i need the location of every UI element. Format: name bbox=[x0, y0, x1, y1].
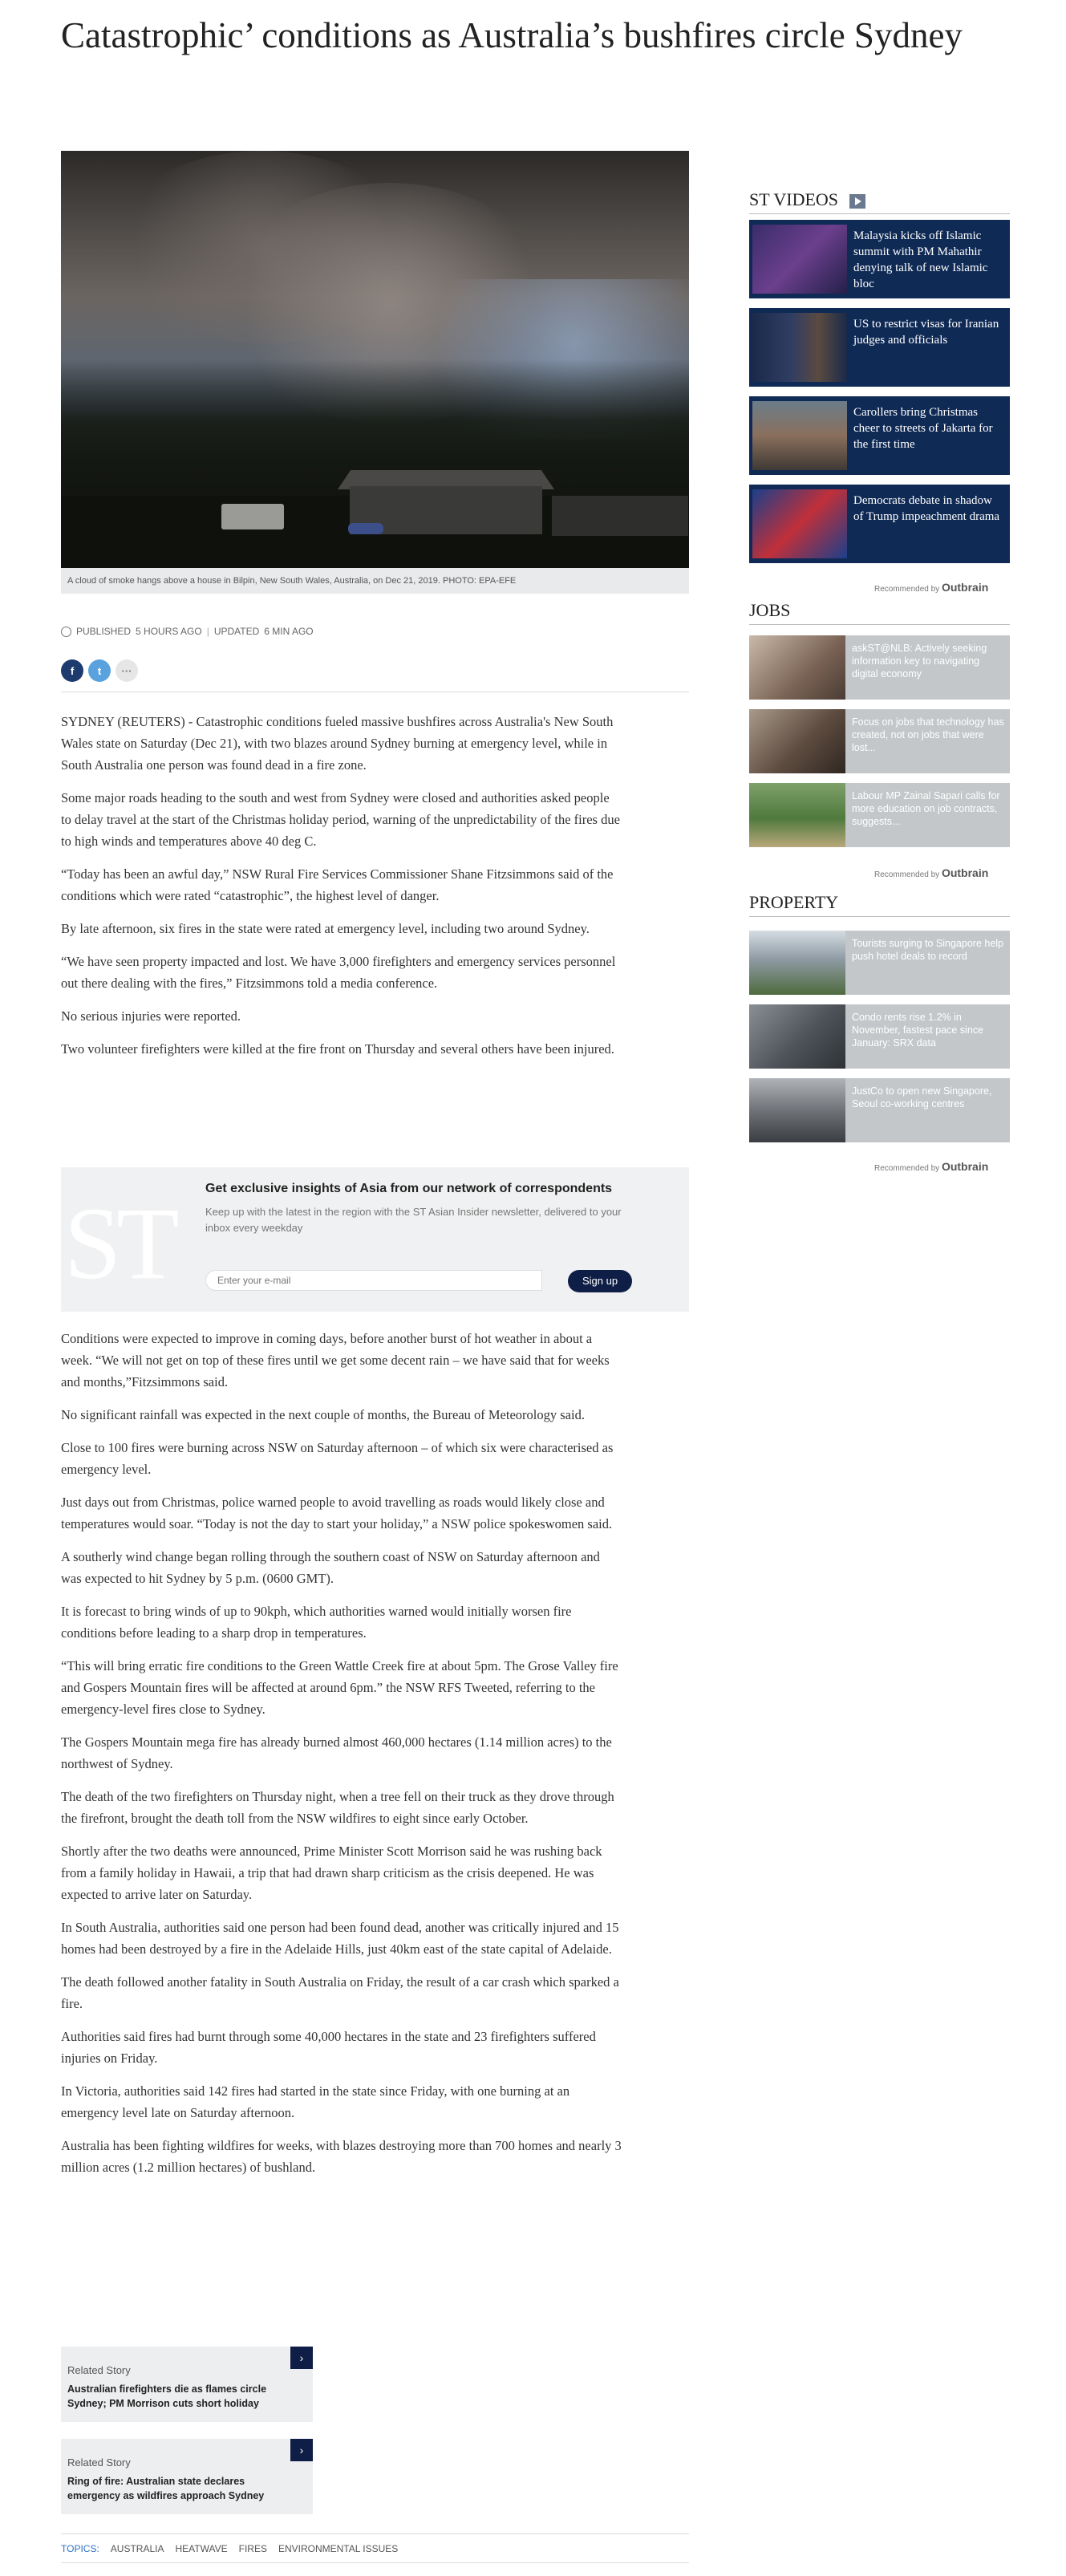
job-thumbnail bbox=[749, 635, 845, 700]
paragraph: Conditions were expected to improve in coming days, before another burst of hot weather in about a week. “We will not get on top of these fires until we get some decent rain – we have said that for weeks and months,”Fitzsimmons said. bbox=[61, 1331, 610, 1389]
paragraph: SYDNEY (REUTERS) - Catastrophic conditions fueled massive bushfires across Australia's New South Wales state on Saturday (Dec 21), with two blazes around Sydney burning at emergency level, while in South Australia one person was found dead in a fire zone. bbox=[61, 714, 614, 773]
hero-photo bbox=[61, 151, 689, 568]
video-card[interactable] bbox=[749, 308, 1010, 387]
property-card[interactable] bbox=[749, 1078, 1010, 1142]
paragraph: “We have seen property impacted and lost. We have 3,000 firefighters and emergency services personnel out there dealing with the fires,” Fitzsimmons told a media conference. bbox=[61, 954, 616, 991]
job-card[interactable] bbox=[749, 783, 1010, 847]
email-input[interactable] bbox=[205, 1270, 542, 1291]
property-title[interactable]: Tourists surging to Singapore help push hotel deals to record bbox=[852, 938, 1004, 962]
paragraph: In South Australia, authorities said one person had been found dead, another was critically injured and 15 homes had been destroyed by a fire in the Adelaide Hills, just 40km east of the state capital of Adelaide. bbox=[61, 1920, 619, 1957]
paragraph: Just days out from Christmas, police warned people to avoid travelling as roads would likely close and temperatures would soar. “Today is not the day to start your holiday,” a NSW police spokeswomen said. bbox=[61, 1495, 613, 1531]
property-card[interactable] bbox=[749, 931, 1010, 995]
topic-link[interactable]: HEATWAVE bbox=[175, 2543, 228, 2554]
article-body-part2 bbox=[61, 1328, 622, 2189]
newsletter-box bbox=[61, 1167, 689, 1312]
recommended-by[interactable]: Recommended by Outbrain bbox=[874, 866, 989, 879]
article-body-part1 bbox=[61, 711, 622, 1071]
video-title[interactable]: Democrats debate in shadow of Trump impeachment drama bbox=[853, 494, 1000, 523]
st-videos-heading bbox=[749, 189, 865, 210]
clock-icon bbox=[61, 627, 71, 637]
more-share-button[interactable]: ··· bbox=[116, 659, 138, 682]
paragraph: Australia has been fighting wildfires for weeks, with blazes destroying more than 700 homes and nearly 3 million acres (1.2 million hectares) of bushland. bbox=[61, 2138, 622, 2175]
divider bbox=[749, 624, 1010, 625]
topic-link[interactable]: ENVIRONMENTAL ISSUES bbox=[278, 2543, 399, 2554]
paragraph: Two volunteer firefighters were killed at the fire front on Thursday and several others have been injured. bbox=[61, 1041, 614, 1057]
paragraph: It is forecast to bring winds of up to 90kph, which authorities warned would initially worsen fire conditions before leading to a sharp drop in temperatures. bbox=[61, 1604, 572, 1641]
signup-button[interactable]: Sign up bbox=[568, 1270, 632, 1292]
job-title[interactable]: Focus on jobs that technology has created, not on jobs that were lost... bbox=[852, 716, 1004, 753]
job-card[interactable] bbox=[749, 635, 1010, 700]
headline: Catastrophic’ conditions as Australia’s bushfires circle Sydney bbox=[61, 15, 963, 55]
paragraph: Close to 100 fires were burning across NSW on Saturday afternoon – of which six were characterised as emergency level. bbox=[61, 1440, 614, 1477]
recommended-by[interactable]: Recommended by Outbrain bbox=[874, 581, 989, 594]
paragraph: The death of the two firefighters on Thursday night, when a tree fell on their truck as they drove through the firefront, brought the death toll from the NSW wildfires to eight since early October. bbox=[61, 1789, 614, 1826]
job-thumbnail bbox=[749, 709, 845, 773]
paragraph: No serious injuries were reported. bbox=[61, 1008, 241, 1024]
topic-link[interactable]: AUSTRALIA bbox=[110, 2543, 164, 2554]
related-story-title[interactable]: Australian firefighters die as flames circle Sydney; PM Morrison cuts short holiday bbox=[67, 2383, 267, 2409]
property-title[interactable]: JustCo to open new Singapore, Seoul co-working centres bbox=[852, 1085, 992, 1110]
property-heading: PROPERTY bbox=[749, 892, 839, 912]
topics-bar bbox=[61, 2543, 398, 2554]
video-card[interactable] bbox=[749, 396, 1010, 475]
paragraph: “This will bring erratic fire conditions to the Green Wattle Creek fire at about 5pm. The Grose Valley fire and Gospers Mountain fires will be affected at around 6pm.” the NSW RFS Tweeted, referring to the emergency-level fires close to Sydney. bbox=[61, 1658, 618, 1717]
property-thumbnail bbox=[749, 931, 845, 995]
newsletter-subtitle: Keep up with the latest in the region with the ST Asian Insider newsletter, delivered to your inbox every weekday bbox=[205, 1206, 622, 1234]
job-title[interactable]: Labour MP Zainal Sapari calls for more education on job contracts, suggests... bbox=[852, 790, 1000, 827]
share-bar bbox=[61, 659, 138, 682]
recommended-by[interactable]: Recommended by Outbrain bbox=[874, 1160, 989, 1173]
related-story[interactable] bbox=[61, 2347, 313, 2422]
video-card[interactable] bbox=[749, 220, 1010, 298]
video-thumbnail bbox=[752, 225, 847, 294]
paragraph: “Today has been an awful day,” NSW Rural Fire Services Commissioner Shane Fitzsimmons said of the conditions which were rated “catastrophic”, the highest level of danger. bbox=[61, 866, 614, 903]
divider bbox=[61, 2533, 689, 2534]
job-title[interactable]: askST@NLB: Actively seeking information key to navigating digital economy bbox=[852, 643, 987, 679]
video-thumbnail bbox=[752, 401, 847, 470]
topics-label: TOPICS: bbox=[61, 2543, 99, 2554]
updated-time: 6 MIN AGO bbox=[264, 626, 314, 637]
property-thumbnail bbox=[749, 1004, 845, 1069]
paragraph: Some major roads heading to the south and west from Sydney were closed and authorities asked people to delay travel at the start of the Christmas holiday period, warning of the unpredictability of the fires due to high winds and temperatures above 40 deg C. bbox=[61, 790, 620, 849]
st-logo: ST bbox=[64, 1187, 175, 1300]
related-story-title[interactable]: Ring of fire: Australian state declares emergency as wildfires approach Sydney bbox=[67, 2476, 265, 2501]
related-story-kicker: Related Story bbox=[67, 2456, 131, 2468]
paragraph: By late afternoon, six fires in the state were rated at emergency level, including two around Sydney. bbox=[61, 921, 590, 936]
paragraph: The Gospers Mountain mega fire has already burned almost 460,000 hectares (1.14 million acres) to the northwest of Sydney. bbox=[61, 1734, 612, 1771]
divider bbox=[61, 2562, 689, 2563]
related-story-kicker: Related Story bbox=[67, 2364, 131, 2376]
video-thumbnail bbox=[752, 313, 847, 382]
paragraph: In Victoria, authorities said 142 fires had started in the state since Friday, with one burning at an emergency level late on Saturday afternoon. bbox=[61, 2083, 570, 2120]
twitter-share-button[interactable]: t bbox=[88, 659, 111, 682]
updated-label: UPDATED bbox=[213, 626, 260, 637]
jobs-heading: JOBS bbox=[749, 600, 791, 620]
paragraph: Authorities said fires had burnt through some 40,000 hectares in the state and 23 firefighters suffered injuries on Friday. bbox=[61, 2029, 596, 2066]
property-title[interactable]: Condo rents rise 1.2% in November, fastest pace since January: SRX data bbox=[852, 1012, 983, 1049]
topic-link[interactable]: FIRES bbox=[238, 2543, 267, 2554]
play-icon bbox=[849, 194, 865, 209]
divider bbox=[749, 213, 1010, 214]
video-title[interactable]: US to restrict visas for Iranian judges and officials bbox=[853, 318, 999, 347]
divider bbox=[749, 916, 1010, 917]
job-thumbnail bbox=[749, 783, 845, 847]
paragraph: Shortly after the two deaths were announced, Prime Minister Scott Morrison said he was rushing back from a family holiday in Hawaii, a trip that had drawn sharp criticism as the crisis deepened. He was expected to arrive later on Saturday. bbox=[61, 1844, 602, 1902]
property-thumbnail bbox=[749, 1078, 845, 1142]
job-card[interactable] bbox=[749, 709, 1010, 773]
article-meta: PUBLISHED 5 HOURS AGO | UPDATED 6 MIN AGO bbox=[61, 626, 314, 637]
video-card[interactable] bbox=[749, 485, 1010, 563]
published-label: PUBLISHED bbox=[76, 626, 132, 637]
video-thumbnail bbox=[752, 489, 847, 558]
property-card[interactable] bbox=[749, 1004, 1010, 1069]
paragraph: The death followed another fatality in South Australia on Friday, the result of a car crash which sparked a fire. bbox=[61, 1974, 619, 2011]
facebook-share-button[interactable]: f bbox=[61, 659, 83, 682]
st-videos-label: ST VIDEOS bbox=[749, 189, 839, 209]
video-title[interactable]: Carollers bring Christmas cheer to streets of Jakarta for the first time bbox=[853, 406, 993, 451]
paragraph: No significant rainfall was expected in the next couple of months, the Bureau of Meteorology said. bbox=[61, 1407, 585, 1422]
newsletter-title: Get exclusive insights of Asia from our network of correspondents bbox=[205, 1182, 613, 1195]
video-title[interactable]: Malaysia kicks off Islamic summit with PM Mahathir denying talk of new Islamic bloc bbox=[853, 229, 988, 290]
photo-caption: A cloud of smoke hangs above a house in Bilpin, New South Wales, Australia, on Dec 21, 2019. PHOTO: EPA-EFE bbox=[61, 568, 689, 594]
chevron-right-icon[interactable]: › bbox=[290, 2347, 313, 2369]
chevron-right-icon[interactable]: › bbox=[290, 2439, 313, 2461]
published-time: 5 HOURS AGO bbox=[136, 626, 202, 637]
paragraph: A southerly wind change began rolling through the southern coast of NSW on Saturday afternoon and was expected to hit Sydney by 5 p.m. (0600 GMT). bbox=[61, 1549, 600, 1586]
related-story[interactable] bbox=[61, 2439, 313, 2514]
